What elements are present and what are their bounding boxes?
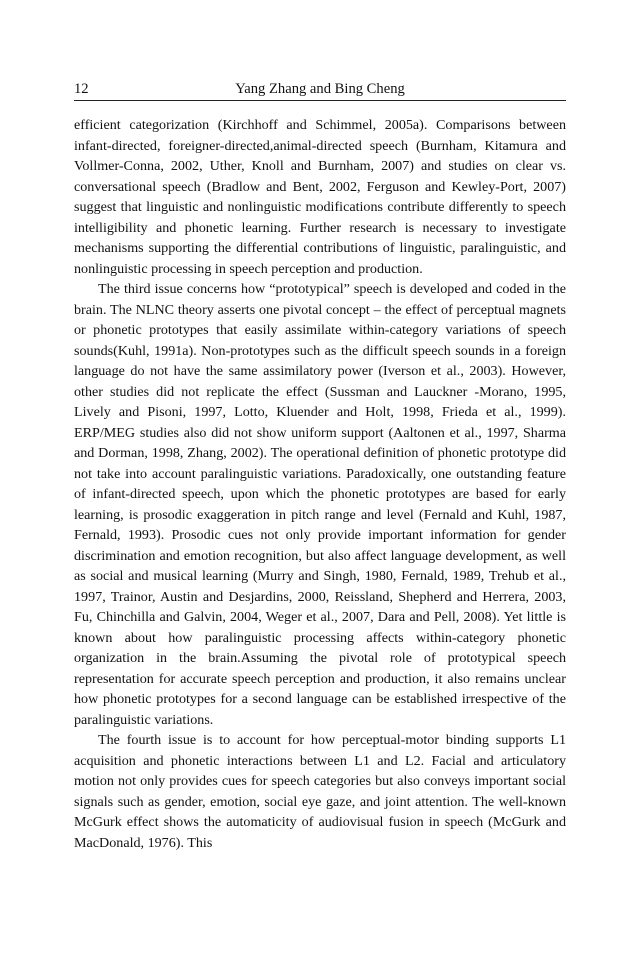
page-header [74,78,566,101]
running-head: Yang Zhang and Bing Cheng [235,81,405,97]
paragraph-fourth-issue: The fourth issue is to account for how perceptual-motor binding supports L1 acquisition and phonetic interactions between L1 and L2. Facial and articulatory motion not only provides cues for speech categories but also conveys important social signals such as gender, emotion, social eye gaze, and joint attention. The well-known McGurk effect shows the automaticity of audiovisual fusion in speech (McGurk and MacDonald, 1976). This [74,732,566,851]
paragraph-continuation: efficient categorization (Kirchhoff and Schimmel, 2005a). Comparisons between infant-directed, foreigner-directed,animal-directed speech (Burnham, Kitamura and Vollmer-Conna, 2002, Uther, Knoll and Burnham, 2007) and studies on clear vs. conversational speech (Bradlow and Bent, 2002, Ferguson and Kewley-Port, 2007) suggest that linguistic and nonlinguistic modifications contribute differently to speech intelligibility and phonetic learning. Further research is necessary to investigate mechanisms supporting the differential contributions of linguistic, paralinguistic, and nonlinguistic processing in speech perception and production. [74,117,566,277]
page-body [74,115,566,853]
paragraph-third-issue: The third issue concerns how “prototypical” speech is developed and coded in the brain. The NLNC theory asserts one pivotal concept – the effect of perceptual magnets or phonetic prototypes that easily assimilate within-category variations of speech sounds(Kuhl, 1991a). Non-prototypes such as the difficult speech sounds in a foreign language do not have the same assimilatory power (Iverson et al., 2003). However, other studies did not replicate the effect (Sussman and Lauckner -Morano, 1995, Lively and Pisoni, 1997, Lotto, Kluender and Holt, 1998, Frieda et al., 1999). ERP/MEG studies also did not show uniform support (Aaltonen et al., 1997, Sharma and Dorman, 1998, Zhang, 2002). The operational definition of phonetic prototype did not take into account paralinguistic variations. Paradoxically, one outstanding feature of infant-directed speech, upon which the phonetic prototypes are based for early learning, is prosodic exaggeration in pitch range and level (Fernald and Kuhl, 1987, Fernald, 1993). Prosodic cues not only provide important information for gender discrimination and emotion recognition, but also affect language development, as well as social and musical learning (Murry and Singh, 1980, Fernald, 1989, Trehub et al., 1997, Trainor, Austin and Desjardins, 2000, Reissland, Shepherd and Herrera, 2003, Fu, Chinchilla and Galvin, 2004, Weger et al., 2007, Dara and Pell, 2008). Yet little is known about how paralinguistic processing affects within-category phonetic organization in the brain.Assuming the pivotal role of prototypical speech representation for accurate speech perception and production, it also remains unclear how phonetic prototypes for a second language can be established irrespective of the paralinguistic variations. [74,281,566,728]
page-number: 12 [74,81,89,97]
